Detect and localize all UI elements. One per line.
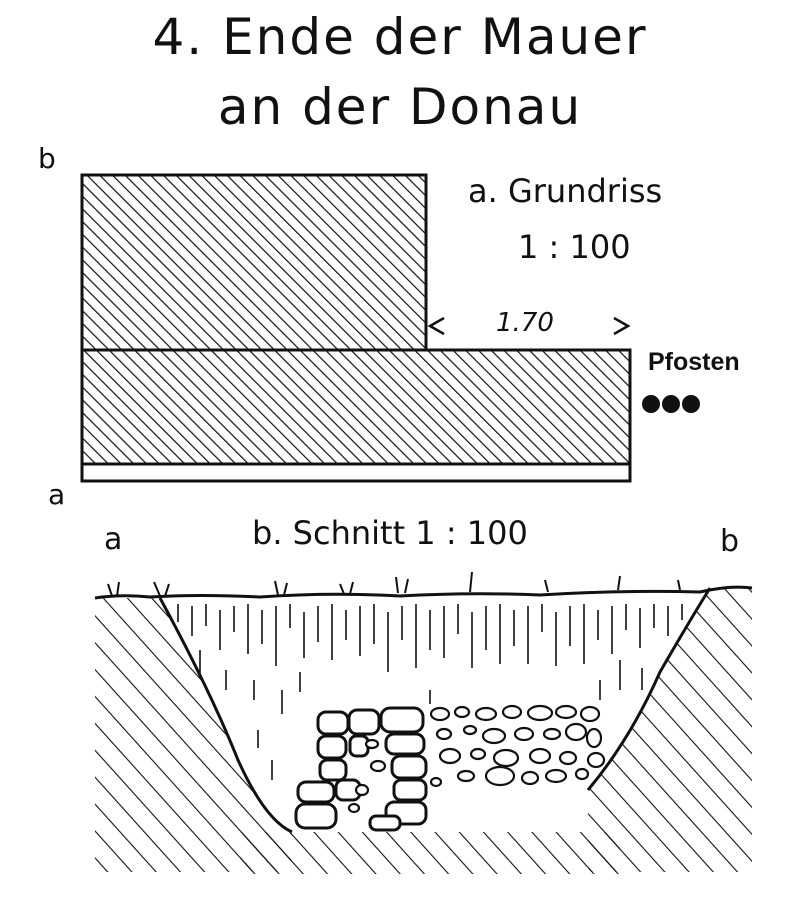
plan-title: a. Grundriss — [468, 172, 663, 210]
wall-stones — [296, 708, 426, 830]
post-dot — [662, 395, 680, 413]
plan-wall-lower — [82, 350, 630, 464]
figure-title-line2: an der Donau — [217, 78, 583, 136]
section-label-b: b — [720, 524, 740, 559]
section-label-a: a — [104, 522, 123, 557]
section-title: b. Schnitt 1 : 100 — [252, 514, 528, 552]
plan-wall-upper — [82, 175, 426, 350]
dimension-value: 1.70 — [496, 308, 554, 338]
post-dot — [642, 395, 660, 413]
plan-label-a: a — [48, 478, 66, 511]
plan-foundation-strip — [82, 464, 630, 481]
post-dot — [682, 395, 700, 413]
post-label: Pfosten — [648, 348, 740, 376]
plan-label-b: b — [38, 142, 56, 175]
figure-title-line1: 4. Ende der Mauer — [152, 8, 648, 66]
trench-fill-strokes — [178, 604, 682, 780]
posts — [642, 395, 700, 413]
ground-surface-line — [95, 572, 752, 598]
subsoil-bottom — [240, 820, 620, 880]
plan-scale: 1 : 100 — [518, 228, 631, 266]
